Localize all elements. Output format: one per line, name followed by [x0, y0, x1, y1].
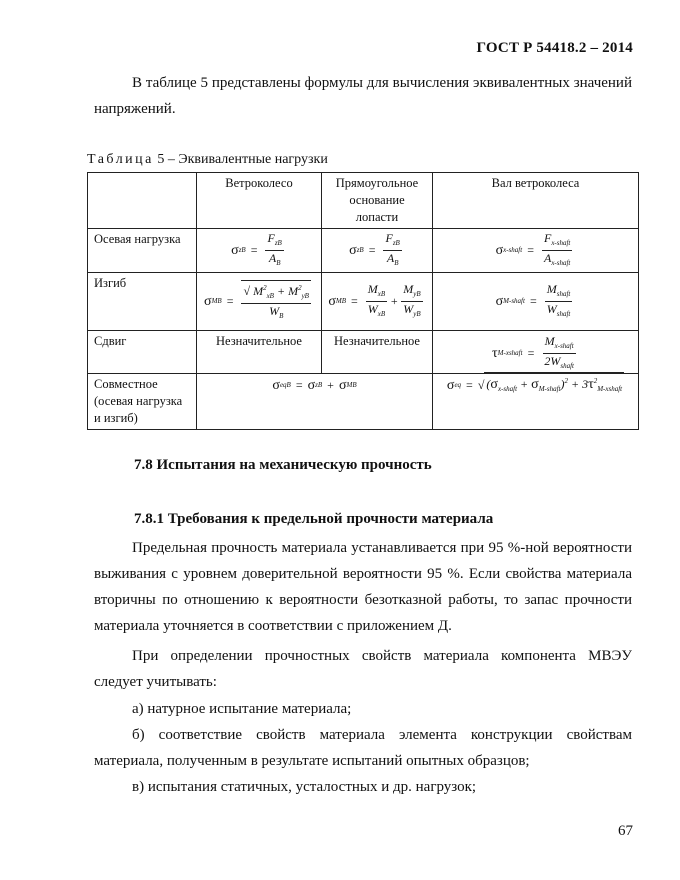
- page-number: 67: [618, 823, 633, 839]
- formula-bending-rotor: σ MB = $\frac{√ M^2_{xB} + M^2_{yB}}{W_B}$: [197, 273, 322, 331]
- intro-paragraph: В таблице 5 представлены формулы для вычисления эквивалентных значений напряжений.: [94, 75, 632, 117]
- formula-bending-blade: σ MB = $\frac{M_{xB}}{W_{xB}}$ + $\frac{M_{yB}}{W_{yB}}$: [322, 273, 433, 331]
- table-row: [88, 331, 639, 374]
- table-row: [88, 374, 639, 430]
- body-paragraph: Предельная прочность материала устанавливается при 95 %-ной вероятности выживания с уровнем доверительной вероятности 95 %. Если свойства материала вторичны по отношению к вероятности безотказной работы, то запас прочности материала уточняется в соответствии с приложением Д.: [94, 540, 632, 634]
- row-label-shear: Сдвиг: [88, 331, 197, 374]
- formula-combined-shaft: σ eq = √ $(\sigma_{x-shaft} + \sigma_{M-shaft})^2 + 3\tau^2_{M-xshaft}$: [433, 374, 639, 430]
- row-label-bending: Изгиб: [88, 273, 197, 331]
- list-item: б) соответствие свойств материала элемента конструкции свойствам материала, полученным в результате испытаний опытных образцов;: [94, 727, 632, 769]
- formula-axial-blade: σ zB = $\frac{F_{zB}}{A_B}$: [322, 229, 433, 273]
- formula-bending-shaft: σ M-shaft = $\frac{M_{shaft}}{W_{shaft}}$: [433, 273, 639, 331]
- equivalent-loads-table: [87, 172, 639, 430]
- table-row: [88, 229, 639, 273]
- document-header: ГОСТ Р 54418.2 – 2014: [476, 40, 633, 56]
- formula-combined-rotor-blade: σ eqB = σ zB + σ MB: [197, 374, 433, 430]
- table-row: [88, 273, 639, 331]
- subsection-title: 7.8.1 Требования к предельной прочности материала: [134, 511, 494, 527]
- row-label-combined: Совместное (осевая нагрузка и изгиб): [88, 374, 197, 430]
- col-header-blade-root: Прямоугольное основание лопасти: [322, 173, 433, 229]
- formula-shear-shaft: τ M-xshaft = $\frac{M_{x-shaft}}{2W_{shaft}}$: [433, 331, 639, 374]
- shear-blade-negligible: Незначительное: [322, 331, 433, 374]
- empty-header-cell: [88, 173, 197, 229]
- list-item: а) натурное испытание материала;: [132, 701, 352, 717]
- table-caption: Таблица 5 – Эквивалентные нагрузки: [87, 152, 328, 167]
- formula-axial-rotor: σ zB = $\frac{F_{zB}}{A_B}$: [197, 229, 322, 273]
- formula-axial-shaft: σ x-shaft = $\frac{F_{x-shaft}}{A_{x-shaft}}$: [433, 229, 639, 273]
- row-label-axial: Осевая нагрузка: [88, 229, 197, 273]
- col-header-rotor: Ветроколесо: [197, 173, 322, 229]
- col-header-shaft: Вал ветроколеса: [433, 173, 639, 229]
- body-paragraph: При определении прочностных свойств материала компонента МВЭУ следует учитывать:: [94, 648, 632, 690]
- shear-rotor-negligible: Незначительное: [197, 331, 322, 374]
- table-header-row: [88, 173, 639, 229]
- list-item: в) испытания статичных, усталостных и др. нагрузок;: [132, 779, 477, 795]
- section-title: 7.8 Испытания на механическую прочность: [134, 457, 432, 473]
